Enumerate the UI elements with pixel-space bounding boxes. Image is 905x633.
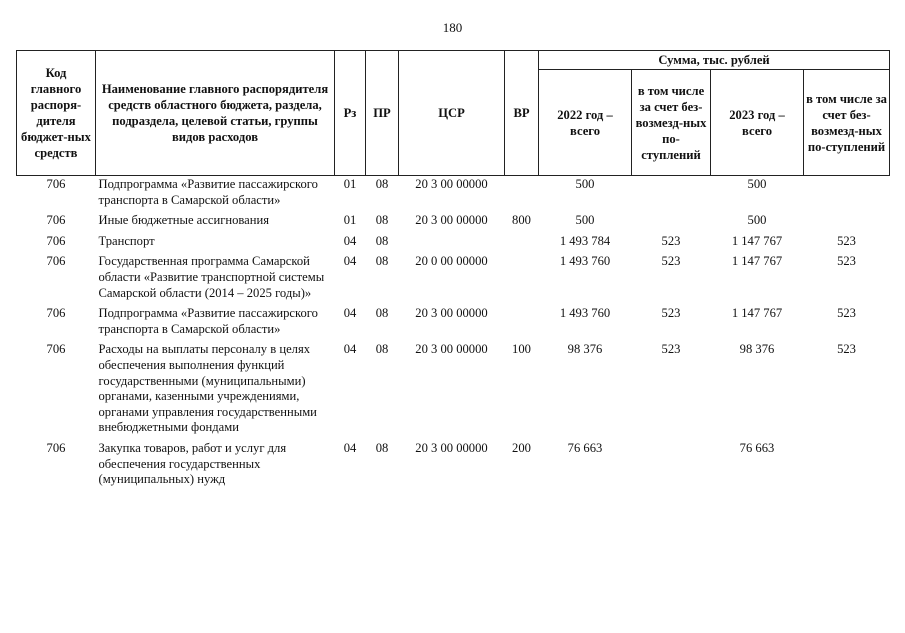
cell-2022-free: [632, 438, 711, 490]
header-csr: ЦСР: [399, 51, 505, 176]
cell-csr: [399, 231, 505, 252]
table-row: [17, 231, 890, 252]
cell-2023-total: 1 147 767: [731, 254, 783, 269]
cell-2023-free: 523: [837, 306, 856, 321]
cell-csr: 20 3 00 00000: [415, 342, 488, 357]
cell-name: Транспорт: [98, 233, 155, 248]
cell-2022-total: 98 376: [567, 342, 603, 357]
cell-vr: [505, 303, 539, 339]
cell-code: 706: [46, 177, 66, 191]
cell-2022-free: [632, 176, 711, 211]
cell-code: 706: [46, 213, 66, 228]
cell-vr: [505, 231, 539, 252]
cell-rz: 04: [343, 342, 357, 357]
cell-rz: 04: [343, 306, 357, 321]
cell-2022-total: 1 493 784: [559, 233, 611, 248]
cell-2023-free: 523: [837, 342, 856, 357]
cell-pr: 08: [375, 233, 389, 248]
cell-pr: 08: [375, 306, 389, 321]
cell-2023-total: 98 376: [739, 342, 775, 357]
cell-name: Подпрограмма «Развитие пассажирского транспорта в Самарской области»: [98, 306, 318, 336]
cell-vr: 100: [512, 342, 531, 357]
table-header: [17, 51, 890, 176]
cell-2022-free: 523: [661, 233, 681, 248]
cell-name: Государственная программа Самарской области «Развитие транспортной системы Самарской области (2014 – 2025 годы)»: [98, 254, 325, 300]
cell-2022-free: [632, 210, 711, 231]
header-2023-incl: в том числе за счет без-возмезд-ных по-ступлений: [804, 70, 890, 176]
header-rz: Рз: [335, 51, 366, 176]
cell-pr: 08: [375, 342, 389, 357]
cell-code: 706: [46, 254, 66, 269]
header-name: Наименование главного распорядителя средств областного бюджета, раздела, подраздела, целевой статьи, группы видов расходов: [96, 51, 335, 176]
cell-code: 706: [46, 342, 66, 357]
cell-2023-total: 500: [747, 177, 767, 191]
header-pr: ПР: [366, 51, 399, 176]
cell-2022-total: 76 663: [567, 440, 603, 455]
header-2023-total: 2023 год – всего: [711, 70, 804, 176]
cell-csr: 20 3 00 00000: [415, 177, 488, 191]
table-row: [17, 251, 890, 303]
cell-2023-free: [804, 210, 890, 231]
cell-csr: 20 0 00 00000: [415, 254, 488, 269]
cell-csr: 20 3 00 00000: [415, 213, 488, 228]
budget-table: [16, 50, 890, 490]
cell-code: 706: [46, 233, 66, 248]
table-row: [17, 438, 890, 490]
table-row: [17, 176, 890, 211]
cell-rz: 04: [343, 440, 357, 455]
cell-vr: 200: [512, 440, 531, 455]
table-row: [17, 303, 890, 339]
header-2022-incl: в том числе за счет без-возмезд-ных по-ступлений: [632, 70, 711, 176]
table-row: [17, 210, 890, 231]
header-2022-total: 2022 год – всего: [539, 70, 632, 176]
cell-rz: 01: [343, 177, 357, 191]
cell-pr: 08: [375, 254, 389, 269]
cell-csr: 20 3 00 00000: [415, 306, 488, 321]
page-number: 180: [442, 20, 463, 35]
cell-name: Иные бюджетные ассигнования: [98, 213, 270, 228]
cell-2022-free: 523: [661, 342, 681, 357]
cell-2023-total: 500: [747, 213, 767, 228]
cell-2023-total: 76 663: [739, 440, 775, 455]
cell-2022-total: 500: [575, 213, 595, 228]
cell-vr: [505, 251, 539, 303]
cell-2023-free: [804, 176, 890, 211]
header-sum-group: Сумма, тыс. рублей: [539, 51, 890, 70]
cell-2022-total: 500: [575, 177, 595, 191]
cell-name: Расходы на выплаты персоналу в целях обеспечения выполнения функций государственными (муниципальными) органами, казенными учреждениями, органами управления государственными внебюджетными фондами: [98, 342, 317, 435]
table-row: [17, 339, 890, 438]
cell-name: Закупка товаров, работ и услуг для обеспечения государственных (муниципальных) нужд: [98, 440, 287, 487]
table-body: [17, 176, 890, 490]
cell-2022-free: 523: [661, 254, 681, 269]
cell-rz: 04: [343, 233, 357, 248]
cell-code: 706: [46, 306, 66, 321]
cell-2023-total: 1 147 767: [731, 233, 783, 248]
cell-code: 706: [46, 440, 66, 455]
cell-pr: 08: [375, 177, 389, 191]
header-code: Код главного распоря-дителя бюджет-ных средств: [17, 51, 96, 176]
cell-2023-total: 1 147 767: [731, 306, 783, 321]
cell-2023-free: 523: [837, 254, 856, 269]
cell-name: Подпрограмма «Развитие пассажирского транспорта в Самарской области»: [98, 177, 318, 207]
cell-2023-free: [804, 438, 890, 490]
cell-vr: 800: [512, 213, 531, 228]
cell-csr: 20 3 00 00000: [415, 440, 488, 455]
cell-2022-total: 1 493 760: [559, 306, 611, 321]
cell-2022-total: 1 493 760: [559, 254, 611, 269]
cell-rz: 04: [343, 254, 357, 269]
cell-2022-free: 523: [661, 306, 681, 321]
cell-2023-free: 523: [837, 233, 856, 248]
header-vr: ВР: [505, 51, 539, 176]
cell-pr: 08: [375, 213, 389, 228]
cell-vr: [505, 176, 539, 211]
cell-rz: 01: [343, 213, 357, 228]
cell-pr: 08: [375, 440, 389, 455]
